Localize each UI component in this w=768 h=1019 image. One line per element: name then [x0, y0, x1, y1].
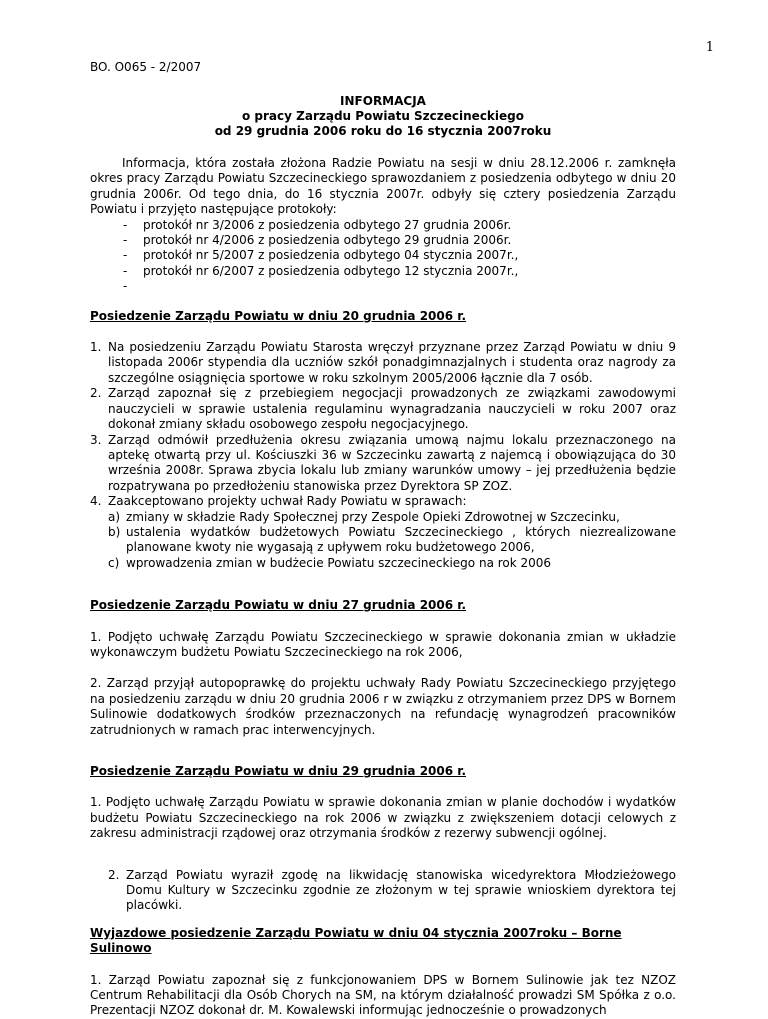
title-line-1: INFORMACJA [340, 94, 426, 108]
section2-paragraph-1: 1. Podjęto uchwałę Zarządu Powiatu Szczecineckiego w sprawie dokonania zmian w układzie wykonawczym budżetu Powiatu Szczecineckiego na rok 2006, [90, 629, 676, 659]
protocol-item [123, 279, 676, 294]
title-line-3: od 29 grudnia 2006 roku do 16 stycznia 2007roku [214, 124, 552, 138]
sub-item [108, 510, 676, 525]
item-body [108, 494, 676, 571]
section-heading-04-jan: Wyjazdowe posiedzenie Zarządu Powiatu w dniu 04 stycznia 2007roku – Borne Sulinowo [90, 925, 622, 956]
protocol-item [123, 218, 676, 233]
sub-item-text: ustalenia wydatków budżetowych Powiatu Szczecineckiego , których niezrealizowane planowane kwoty nie wygasają z upływem roku budżetowego 2006, [126, 524, 676, 555]
title-line-2: o pracy Zarządu Powiatu Szczecineckiego [242, 109, 524, 123]
section4-paragraph-1: 1. Zarząd Powiatu zapoznał się z funkcjonowaniem DPS w Bornem Sulinowie jak tez NZOZ Centrum Rehabilitacji dla Osób Chorych na SM, na którym działalność prowadzi SM Spółka z o.o. Prezentacji NZOZ dokonał dr. M. Kowalewski informując jednocześnie o prowadzonych [90, 972, 676, 1018]
sub-item-letter: a) [108, 509, 121, 524]
item-text: Zarząd Powiatu wyraził zgodę na likwidację stanowiska wicedyrektora Młodzieżowego Domu Kultury w Szczecinku zgodnie ze złożonym w tej sprawie wnioskiem dyrektora tej placówki. [126, 867, 676, 913]
document-body [90, 156, 676, 1019]
protocol-text: protokół nr 6/2007 z posiedzenia odbytego 12 stycznia 2007r., [143, 263, 519, 278]
section3-paragraph-1: 1. Podjęto uchwałę Zarządu Powiatu w sprawie dokonania zmian w planie dochodów i wydatków budżetu Powiatu Szczecineckiego na rok 2006 w związku z zwiększeniem dotacji celowych z zakresu administracji rządowej oraz otrzymania środków z rezerwy subwencji ogólnej. [90, 795, 676, 841]
section-heading-29-dec: Posiedzenie Zarządu Powiatu w dniu 29 grudnia 2006 r. [90, 764, 467, 778]
document-reference: BO. O065 - 2/2007 [90, 60, 202, 74]
list-dash: - [123, 279, 128, 294]
section-heading-27-dec: Posiedzenie Zarządu Powiatu w dniu 27 grudnia 2006 r. [90, 598, 467, 613]
sub-item [108, 525, 676, 556]
protocol-text: protokół nr 5/2007 z posiedzenia odbytego 04 stycznia 2007r., [143, 248, 519, 263]
title-block [90, 94, 676, 139]
protocol-item [123, 264, 676, 279]
list-item [90, 433, 676, 495]
protocol-item [123, 233, 676, 248]
item-text: Na posiedzeniu Zarządu Powiatu Starosta wręczył przyznane przez Zarząd Powiatu w dniu 9 listopada 2006r stypendia dla uczniów szkół ponadgimnazjalnych i studenta oraz nagrody za szczególne osiągnięcia sportowe w roku szkolnym 2005/2006 łącznie dla 7 osób. [108, 340, 676, 385]
sub-item-letter: c) [108, 555, 120, 570]
section-heading-20-dec: Posiedzenie Zarządu Powiatu w dniu 20 grudnia 2006 r. [90, 308, 467, 323]
list-dash: - [123, 263, 128, 278]
section2-paragraph-2: 2. Zarząd przyjął autopoprawkę do projektu uchwały Rady Powiatu Szczecineckiego przyjętego na posiedzeniu zarządu w dniu 20 grudnia 2006 r w związku z otrzymaniem przez DPS w Bornem Sulinowie dodatkowych środków przeznaczonych na refundację wynagrodzeń pracowników zatrudnionych w ramach prac interwencyjnych. [90, 676, 676, 737]
list-item [90, 340, 676, 386]
list-item [90, 494, 676, 571]
item-number: 1. [90, 340, 102, 355]
protocol-text: protokół nr 4/2006 z posiedzenia odbytego 29 grudnia 2006r. [143, 233, 512, 248]
list-dash: - [123, 233, 128, 248]
item-number: 2. [108, 867, 120, 882]
sub-item [108, 556, 676, 571]
page-number: 1 [705, 40, 714, 55]
intro-paragraph: Informacja, która została złożona Radzie Powiatu na sesji w dniu 28.12.2006 r. zamknęła okres pracy Zarządu Powiatu Szczecineckiego sprawozdaniem z posiedzenia odbytego w dniu 20 grudnia 2006r. Od tego dnia, do 16 stycznia 2007r. odbyły się cztery posiedzenia Zarządu Powiatu i przyjęto następujące protokoły: [90, 156, 676, 217]
sub-list [108, 510, 676, 572]
section1-list [90, 340, 676, 571]
sub-item-text: wprowadzenia zmian w budżecie Powiatu szczecineckiego na rok 2006 [126, 555, 552, 570]
item-text: Zaakceptowano projekty uchwał Rady Powiatu w sprawach: [108, 494, 467, 509]
item-number: 2. [90, 386, 102, 401]
protocol-text: protokół nr 3/2006 z posiedzenia odbytego 27 grudnia 2006r. [143, 217, 512, 232]
list-dash: - [123, 217, 128, 232]
item-number: 4. [90, 494, 102, 509]
list-dash: - [123, 248, 128, 263]
sub-item-text: zmiany w składzie Rady Społecznej przy Zespole Opieki Zdrowotnej w Szczecinku, [126, 509, 620, 524]
protocol-item [123, 248, 676, 263]
item-text: Zarząd odmówił przedłużenia okresu związania umową najmu lokalu przeznaczonego na aptekę otwartą przy ul. Kościuszki 36 w Szczecinku zawartą z najemcą i obowiązująca do 30 września 2008r. Sprawa zbycia lokalu lub zmiany warunków umowy – jej przedłużenia będzie rozpatrywana po przedłożeniu stanowiska przez Dyrektora SP ZOZ. [108, 432, 676, 493]
protocol-list [90, 218, 676, 295]
sub-item-letter: b) [108, 524, 121, 539]
list-item [90, 386, 676, 432]
section3-item-2 [90, 868, 676, 914]
item-text: Zarząd zapoznał się z przebiegiem negocjacji prowadzonych ze związkami zawodowymi nauczycieli w sprawie ustalenia regulaminu wynagradzania nauczycieli w roku 2007 oraz dokonał zmiany składu osobowego zespołu negocjacyjnego. [108, 386, 676, 432]
item-number: 3. [90, 432, 102, 447]
